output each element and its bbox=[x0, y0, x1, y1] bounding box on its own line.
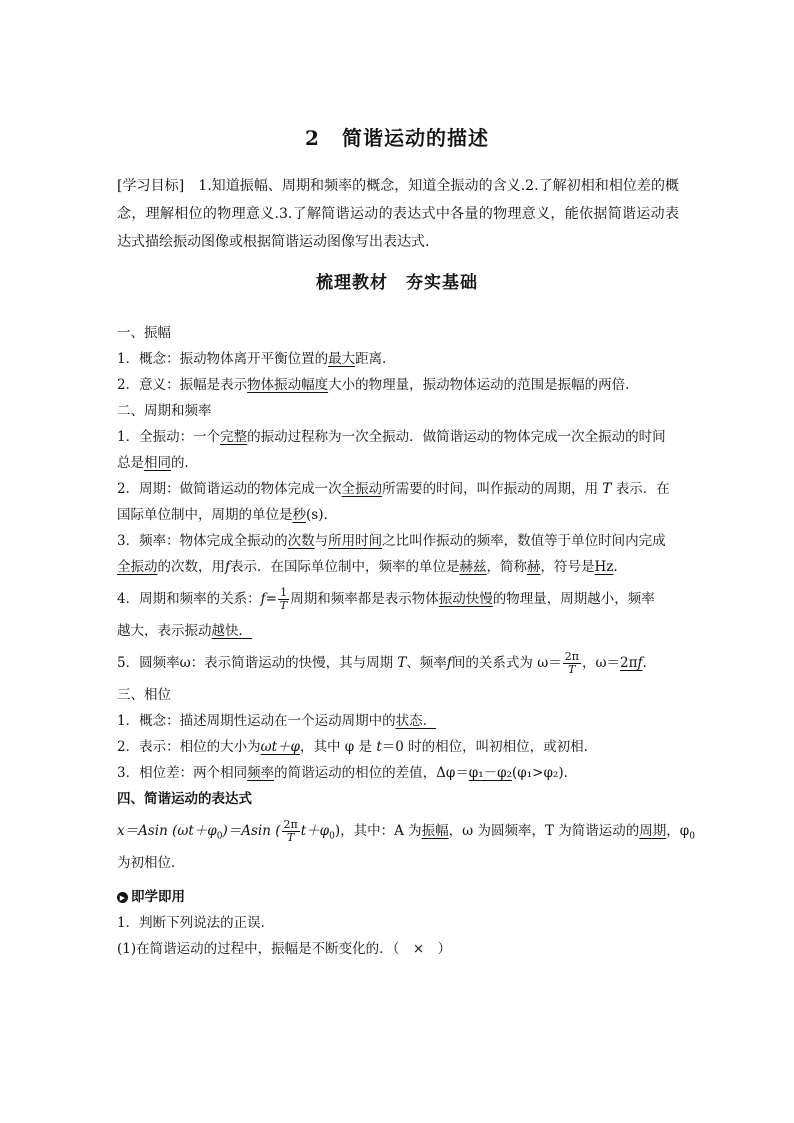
content-body bbox=[117, 320, 695, 962]
amp-meaning: 2．意义：振幅是表示物体振动幅度大小的物理量，振动物体运动的范围是振幅的两倍． bbox=[117, 377, 639, 393]
section-title: 梳理教材 夯实基础 bbox=[316, 273, 478, 293]
period-line2: 国际单位制中，周期的单位是秒(s)． bbox=[117, 507, 337, 523]
question-1: 1．判断下列说法的正误． bbox=[117, 915, 275, 931]
heading-expression: 四、简谐运动的表达式 bbox=[117, 791, 252, 807]
relation-line2: 越大，表示振动越快． bbox=[117, 623, 252, 639]
heading-phase: 三、相位 bbox=[117, 687, 171, 703]
title-number: 2 bbox=[305, 126, 320, 150]
amp-concept: 1．概念：振动物体离开平衡位置的最大距离． bbox=[117, 351, 396, 367]
practice-heading: ▶ 即学即用 bbox=[117, 884, 682, 910]
full-vibration-line1: 1．全振动：一个完整的振动过程称为一次全振动．做简谐运动的物体完成一次全振动的时间 bbox=[117, 429, 666, 445]
expression-line1: x＝Asin $(\omega t+\varphi_0)=Asin$ ( $\frac{2\pi}{T}$ $t+\varphi_0$)，其中：A 为振幅，ω 为圆频率，T 为简谐运动的周期，$\varphi_0$ bbox=[117, 818, 695, 844]
question-1-1: (1)在简谐运动的过程中，振幅是不断变化的．（ × ） bbox=[117, 941, 452, 957]
angular-frequency-line: 5．圆频率ω：表示简谐运动的快慢，其与周期 T、频率f间的关系式为 ω＝ $\frac{2\pi}{T}$ ，ω＝2πf. bbox=[117, 650, 647, 676]
title-text: 简谐运动的描述 bbox=[341, 126, 489, 150]
relation-line1: 4．周期和频率的关系：f= $\frac{1}{T}$ 周期和频率都是表示物体振动快慢的物理量，周期越小，频率 bbox=[117, 586, 655, 612]
phase-concept: 1．概念：描述周期性运动在一个运动周期中的状态． bbox=[117, 713, 437, 729]
fraction-2pi-over-T: $\frac{2\pi}{T}$ bbox=[564, 650, 579, 676]
fraction-1-over-T: $\frac{1}{T}$ bbox=[279, 586, 288, 612]
goal-tag: [学习目标] bbox=[117, 178, 185, 194]
frequency-line2: 全振动的次数，用f表示．在国际单位制中，频率的单位是赫兹，简称赫，符号是Hz. bbox=[117, 559, 618, 575]
frequency-line1: 3．频率：物体完成全振动的次数与所用时间之比叫作振动的频率，数值等于单位时间内完成 bbox=[117, 533, 666, 549]
full-vibration-line2: 总是相同的． bbox=[117, 455, 198, 471]
learning-goals bbox=[117, 172, 679, 256]
fraction-2pi-over-T-expr: $\frac{2\pi}{T}$ bbox=[283, 818, 298, 844]
period-line1: 2．周期：做简谐运动的物体完成一次全振动所需要的时间，叫作振动的周期，用 T 表示．在 bbox=[117, 481, 670, 497]
expression-line2: 为初相位． bbox=[117, 855, 185, 871]
phase-difference: 3．相位差：两个相同频率的简谐运动的相位的差值，Δφ＝φ₁－φ₂(φ₁>φ₂)． bbox=[117, 765, 578, 781]
play-circle-icon: ▶ bbox=[117, 892, 128, 903]
heading-amplitude: 一、振幅 bbox=[117, 325, 171, 341]
phase-representation: 2．表示：相位的大小为ωt＋φ，其中 φ 是 t＝0 时的相位，叫初相位，或初相． bbox=[117, 739, 598, 755]
heading-period: 二、周期和频率 bbox=[117, 403, 212, 419]
page-title bbox=[0, 122, 794, 151]
goal-text: 1.知道振幅、周期和频率的概念，知道全振动的含义.2.了解初相和相位差的概念，理解相位的物理意义.3.了解简谐运动的表达式中各量的物理意义，能依据简谐运动表达式描绘振动图像或根据简谐运动图像写出表达式. bbox=[117, 178, 680, 250]
